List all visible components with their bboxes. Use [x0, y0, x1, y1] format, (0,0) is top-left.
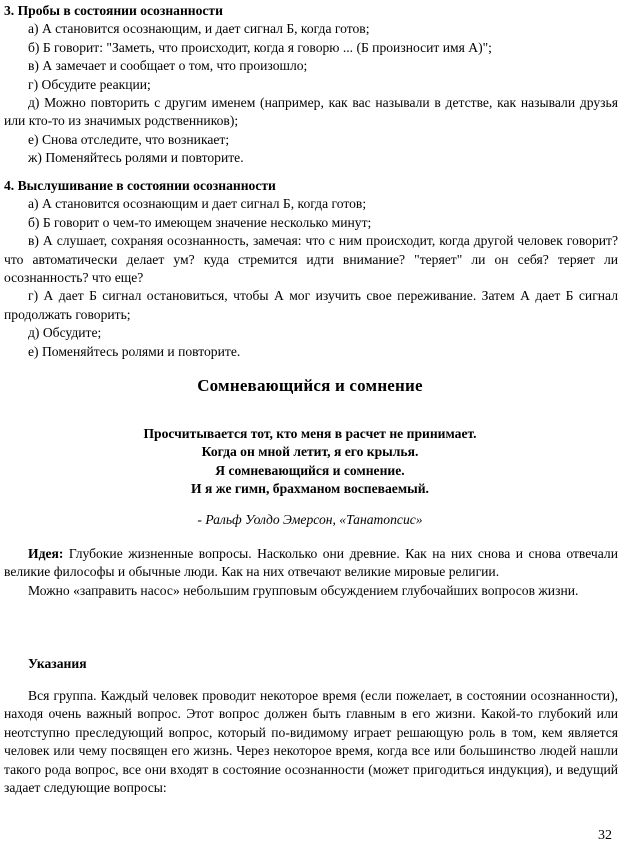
- idea-paragraph: [4, 545, 618, 582]
- list-item: б) Б говорит о чем-то имеющем значение несколько минут;: [28, 214, 372, 230]
- list-item: а) А становится осознающим и дает сигнал Б, когда готов;: [28, 196, 367, 212]
- idea-text: Глубокие жизненные вопросы. Насколько они древние. Как на них снова и снова отвечали великие философы и обычные люди. Как на них отвечают великие мировые религии.: [4, 546, 618, 580]
- section-3-heading: 3. Пробы в состоянии осознанности: [4, 3, 223, 18]
- list-item: ж) Поменяйтесь ролями и повторите.: [28, 150, 244, 166]
- list-item: д) Можно повторить с другим именем (например, как вас называли в детстве, как называли друзья или кто-то из значимых родственников);: [4, 95, 618, 129]
- instructions-block: [4, 687, 618, 797]
- list-item: г) Обсудите реакции;: [28, 76, 151, 92]
- instructions-heading: Указания: [28, 656, 87, 671]
- page-number: 32: [598, 828, 612, 843]
- instructions-paragraph: Вся группа. Каждый человек проводит некоторое время (если пожелает, в состоянии осознанности), находя очень важный вопрос. Этот вопрос должен быть главным в его жизни. Какой-то глубокий или неотступно преследующий вопрос, который по-видимому играет решающую роль в том, кем является человек или чему посвящен его жизнь. Через некоторое время, когда все или большинство людей нашли такого рода вопрос, все они входят в состояние осознанности (может пригодиться индукция), и ведущий задает следующие вопросы:: [4, 688, 618, 796]
- section-3: [4, 2, 618, 168]
- section-4: [4, 177, 618, 361]
- list-item: е) Снова отследите, что возникает;: [28, 131, 230, 147]
- list-item: в) А слушает, сохраняя осознанность, замечая: что с ним происходит, когда другой человек говорит? что автоматически делает ум? куда стремится идти внимание? "теряет" ли он себя? теряет ли осознанность? что еще?: [4, 233, 618, 286]
- epigraph: [0, 425, 620, 499]
- idea-label: Идея:: [28, 546, 64, 561]
- epigraph-line: И я же гимн, брахманом воспеваемый.: [191, 481, 429, 497]
- list-item: е) Поменяйтесь ролями и повторите.: [28, 343, 241, 359]
- epigraph-attribution: - Ральф Уолдо Эмерсон, «Танатопсис»: [197, 512, 423, 527]
- section-4-heading: 4. Выслушивание в состоянии осознанности: [4, 178, 276, 193]
- list-item: а) А становится осознающим, и дает сигнал Б, когда готов;: [28, 21, 370, 37]
- list-item: д) Обсудите;: [28, 325, 102, 341]
- epigraph-line: Просчитывается тот, кто меня в расчет не принимает.: [143, 426, 477, 441]
- epigraph-line: Я сомневающийся и сомнение.: [215, 462, 405, 478]
- list-item: в) А замечает и сообщает о том, что произошло;: [28, 58, 308, 74]
- chapter-title: Сомневающийся и сомнение: [197, 376, 423, 395]
- idea-note: Можно «заправить насос» небольшим групповым обсуждением глубочайших вопросов жизни.: [28, 582, 579, 598]
- idea-block: [4, 545, 618, 600]
- epigraph-line: Когда он мной летит, я его крылья.: [201, 444, 419, 460]
- list-item: г) А дает Б сигнал остановиться, чтобы А мог изучить свое переживание. Затем А дает Б сигнал продолжать говорить;: [4, 288, 618, 322]
- list-item: б) Б говорит: "Заметь, что происходит, когда я говорю ... (Б произносит имя А)";: [28, 39, 492, 55]
